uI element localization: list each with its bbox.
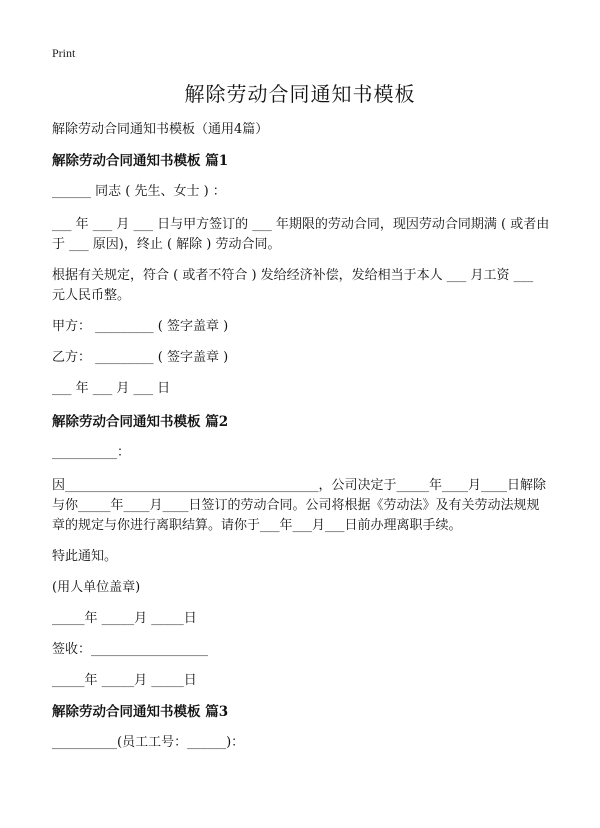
document-title: 解除劳动合同通知书模板 bbox=[184, 82, 416, 106]
document-body bbox=[52, 120, 550, 764]
s1-contract-paragraph: ___ 年 ___ 月 ___ 日与甲方签订的 ___ 年期限的劳动合同，现因劳动合同期满 ( 或者由于 ___ 原因)，终止 ( 解除 ) 劳动合同。 bbox=[52, 217, 550, 252]
s2-salutation: __________： bbox=[52, 445, 131, 460]
print-link[interactable]: Print bbox=[52, 46, 76, 60]
section-heading-1: 解除劳动合同通知书模板 篇1 bbox=[52, 153, 229, 169]
document-subtitle: 解除劳动合同通知书模板（通用4篇） bbox=[52, 122, 269, 137]
s2-receipt-signature: 签收：__________________ bbox=[52, 642, 209, 657]
s1-compensation-paragraph: 根据有关规定，符合 ( 或者不符合 ) 发给经济补偿，发给相当于本人 ___ 月工资 ___ 元人民币整。 bbox=[52, 268, 534, 303]
s1-salutation: ______ 同志 ( 先生、女士 ) ： bbox=[52, 184, 226, 199]
s2-notice-paragraph: 因_______________________________________，公司决定于_____年____月____日解除与你_____年____月____日签订的劳动合同。公司将根据《劳动法》及有关劳动法规规章的规定与你进行离职结算。请你于___年___月___日前办理离职手续。 bbox=[52, 478, 547, 533]
section-heading-2: 解除劳动合同通知书模板 篇2 bbox=[52, 414, 229, 430]
s2-employer-seal: (用人单位盖章) bbox=[52, 580, 141, 595]
s1-date-line: ___ 年 ___ 月 ___ 日 bbox=[52, 381, 171, 396]
section-heading-3: 解除劳动合同通知书模板 篇3 bbox=[52, 704, 229, 720]
s2-date-line: _____年 _____月 _____日 bbox=[52, 611, 197, 626]
s1-party-a-signature: 甲方： _________ ( 签字盖章 ) bbox=[52, 319, 229, 334]
s2-closing-text: 特此通知。 bbox=[52, 549, 118, 564]
s3-salutation: __________(员工工号：______)： bbox=[52, 735, 245, 750]
s1-party-b-signature: 乙方： _________ ( 签字盖章 ) bbox=[52, 350, 229, 365]
s2-receipt-date-line: _____年 _____月 _____日 bbox=[52, 673, 197, 688]
